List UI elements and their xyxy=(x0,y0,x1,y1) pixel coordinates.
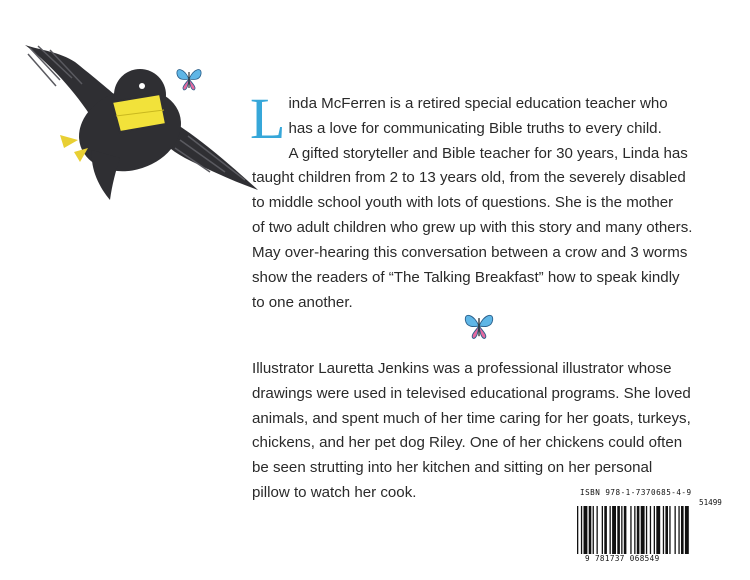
barcode-bar xyxy=(641,506,645,554)
isbn-number: ISBN 978-1-7370685-4-9 xyxy=(580,488,692,497)
barcode-bar xyxy=(604,506,607,554)
barcode-bar xyxy=(581,506,582,554)
illustrator-line: chickens, and her pet dog Riley. One of her chickens could often xyxy=(252,434,683,452)
barcode-bar xyxy=(678,506,679,554)
barcode-bar xyxy=(654,506,655,554)
barcode-bar xyxy=(584,506,588,554)
book-message xyxy=(252,241,722,315)
barcode-bar xyxy=(681,506,684,554)
barcode-bar xyxy=(602,506,603,554)
barcode-bar xyxy=(630,506,631,554)
barcode-bar xyxy=(593,506,594,554)
bio-line: inda McFerren is a retired special education teacher who xyxy=(288,95,668,112)
barcode-bar xyxy=(675,506,676,554)
barcode-bar xyxy=(665,506,668,554)
bio-line: taught children from 2 to 13 years old, from the severely disabled xyxy=(252,169,686,187)
barcode-bar xyxy=(624,506,627,554)
bio-line: A gifted storyteller and Bible teacher for 30 years, Linda has xyxy=(288,144,688,162)
barcode-bar xyxy=(621,506,622,554)
price-code: 51499 xyxy=(699,498,722,507)
message-line: May over-hearing this conversation between a crow and 3 worms xyxy=(252,244,688,261)
barcode-bars xyxy=(577,506,735,554)
barcode-bar xyxy=(669,506,670,554)
bio-line: has a love for communicating Bible truths to every child. xyxy=(288,119,662,137)
drop-cap: L xyxy=(250,86,286,151)
illustrator-line: drawings were used in televised educational programs. She loved xyxy=(252,384,691,402)
illustrator-line: animals, and spent much of her time caring for her goats, turkeys, xyxy=(252,409,691,427)
barcode-bar xyxy=(650,506,651,554)
message-line: to one another. xyxy=(252,293,353,311)
illustrator-line: pillow to watch her cook. xyxy=(252,483,417,501)
barcode-bar xyxy=(610,506,611,554)
barcode-bar xyxy=(589,506,592,554)
crow-illustration xyxy=(20,40,265,210)
illustrator-bio xyxy=(252,357,722,506)
bio-line: to middle school youth with lots of questions. She is the mother xyxy=(252,194,674,212)
illustrator-line: be seen strutting into her kitchen and sitting on her personal xyxy=(252,459,653,477)
barcode-bar xyxy=(637,506,640,554)
illustrator-line: Illustrator Lauretta Jenkins was a professional illustrator whose xyxy=(252,360,672,377)
barcode-bar xyxy=(634,506,635,554)
message-line: show the readers of “The Talking Breakfast” how to speak kindly xyxy=(252,268,680,286)
barcode-bar xyxy=(663,506,664,554)
barcode-bar xyxy=(656,506,660,554)
bio-line: of two adult children who grew up with this story and many others. xyxy=(252,218,693,236)
isbn-barcode xyxy=(571,488,741,570)
barcode-bar xyxy=(597,506,598,554)
barcode-bar xyxy=(617,506,620,554)
barcode-bar xyxy=(612,506,616,554)
author-bio xyxy=(250,86,722,241)
barcode-digits: 9 781737 068549 xyxy=(585,554,660,563)
butterfly-icon xyxy=(462,309,496,343)
barcode-bar xyxy=(685,506,689,554)
butterfly-icon xyxy=(174,64,204,94)
barcode-bar xyxy=(646,506,647,554)
barcode-bar xyxy=(577,506,578,554)
